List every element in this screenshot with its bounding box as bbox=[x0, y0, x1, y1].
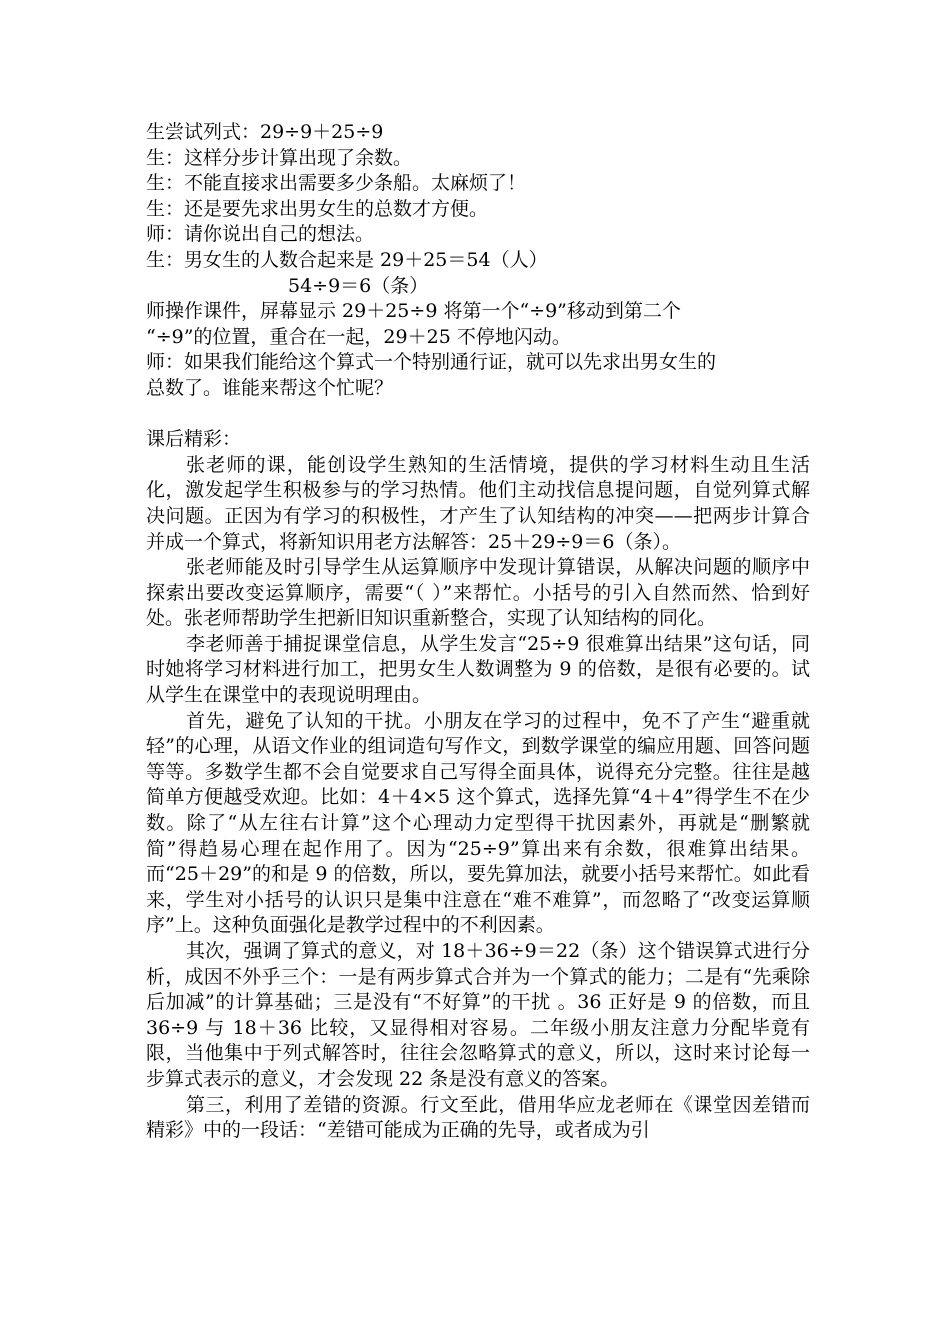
dialogue-line: 生：这样分步计算出现了余数。 bbox=[146, 146, 413, 169]
courseware-line: 师操作课件，屏幕显示 29＋25÷9 将第一个“÷9”移动到第二个 bbox=[146, 300, 681, 323]
courseware-line: “÷9”的位置，重合在一起，29＋25 不停地闪动。 bbox=[146, 325, 571, 348]
commentary-paragraph: 其次，强调了算式的意义，对 18＋36÷9＝22（条）这个错误算式进行分析，成因不外乎三个：一是有两步算式合并为一个算式的能力；二是有“先乘除后加减”的计算基础；三是没有“不好算”的干扰 。36 正好是 9 的倍数，而且 36÷9 与 18＋36 比较，又显得相对容易。二年级小朋友注意力分配毕竟有限，当他集中于列式解答时，往往会忽略算式的意义，所以，这时来讨论每一步算式表示的意义，才会发现 22 条是没有意义的答案。 bbox=[146, 940, 810, 1090]
teacher-line: 总数了。谁能来帮这个忙呢？ bbox=[146, 376, 394, 399]
dialogue-line: 生：男女生的人数合起来是 29＋25＝54（人） bbox=[146, 248, 548, 271]
dialogue-line: 生尝试列式：29÷9＋25÷9 bbox=[146, 121, 384, 143]
commentary-paragraph: 张老师能及时引导学生从运算顺序中发现计算错误，从解决问题的顺序中探索出要改变运算顺序，需要“（ ）”来帮忙。小括号的引入自然而然、恰到好处。张老师帮助学生把新旧知识重新整合，实现了认知结构的同化。 bbox=[146, 556, 810, 630]
dialogue-line: 师：请你说出自己的想法。 bbox=[146, 223, 375, 246]
commentary-paragraph: 首先，避免了认知的干扰。小朋友在学习的过程中，免不了产生“避重就轻”的心理，从语文作业的组词造句写作文，到数学课堂的编应用题、回答问题等等。多数学生都不会自觉要求自己写得全面具体，说得充分完整。往往是越简单方便越受欢迎。比如：4＋4×5 这个算式，选择先算“4＋4”得学生不在少数。除了“从左往右计算”这个心理动力定型得干扰因素外，再就是“删繁就简”得趋易心理在起作用了。因为“25÷9”算出来有余数，很难算出结果。而“25＋29”的和是 9 的倍数，所以，要先算加法，就要小括号来帮忙。如此看来，学生对小括号的认识只是集中注意在“难不难算”，而忽略了“改变运算顺序”上。这种负面强化是教学过程中的不利因素。 bbox=[146, 709, 810, 937]
dialogue-line: 生：还是要先求出男女生的总数才方便。 bbox=[146, 197, 489, 220]
blank-line bbox=[146, 402, 810, 428]
section-title: 课后精彩： bbox=[146, 428, 242, 451]
commentary-paragraph: 第三，利用了差错的资源。行文至此，借用华应龙老师在《课堂因差错而精彩》中的一段话：“差错可能成为正确的先导，或者成为引 bbox=[146, 1093, 810, 1142]
document-page bbox=[146, 120, 810, 1144]
commentary-paragraph: 李老师善于捕捉课堂信息，从学生发言“25÷9 很难算出结果”这句话，同时她将学习材料进行加工，把男女生人数调整为 9 的倍数，是很有必要的。试从学生在课堂中的表现说明理由。 bbox=[146, 632, 810, 707]
dialogue-line: 生：不能直接求出需要多少条船。太麻烦了！ bbox=[146, 172, 527, 195]
dialogue-calculation: 54÷9＝6（条） bbox=[288, 274, 429, 297]
teacher-line: 师：如果我们能给这个算式一个特别通行证，就可以先求出男女生的 bbox=[146, 351, 717, 374]
commentary-paragraph: 张老师的课，能创设学生熟知的生活情境，提供的学习材料生动且生活化，激发起学生积极参与的学习热情。他们主动找信息提问题，自觉列算式解决问题。正因为有学习的积极性，才产生了认知结构的冲突——把两步计算合并成一个算式，将新知识用老方法解答：25＋29÷9＝6（条）。 bbox=[146, 453, 810, 553]
